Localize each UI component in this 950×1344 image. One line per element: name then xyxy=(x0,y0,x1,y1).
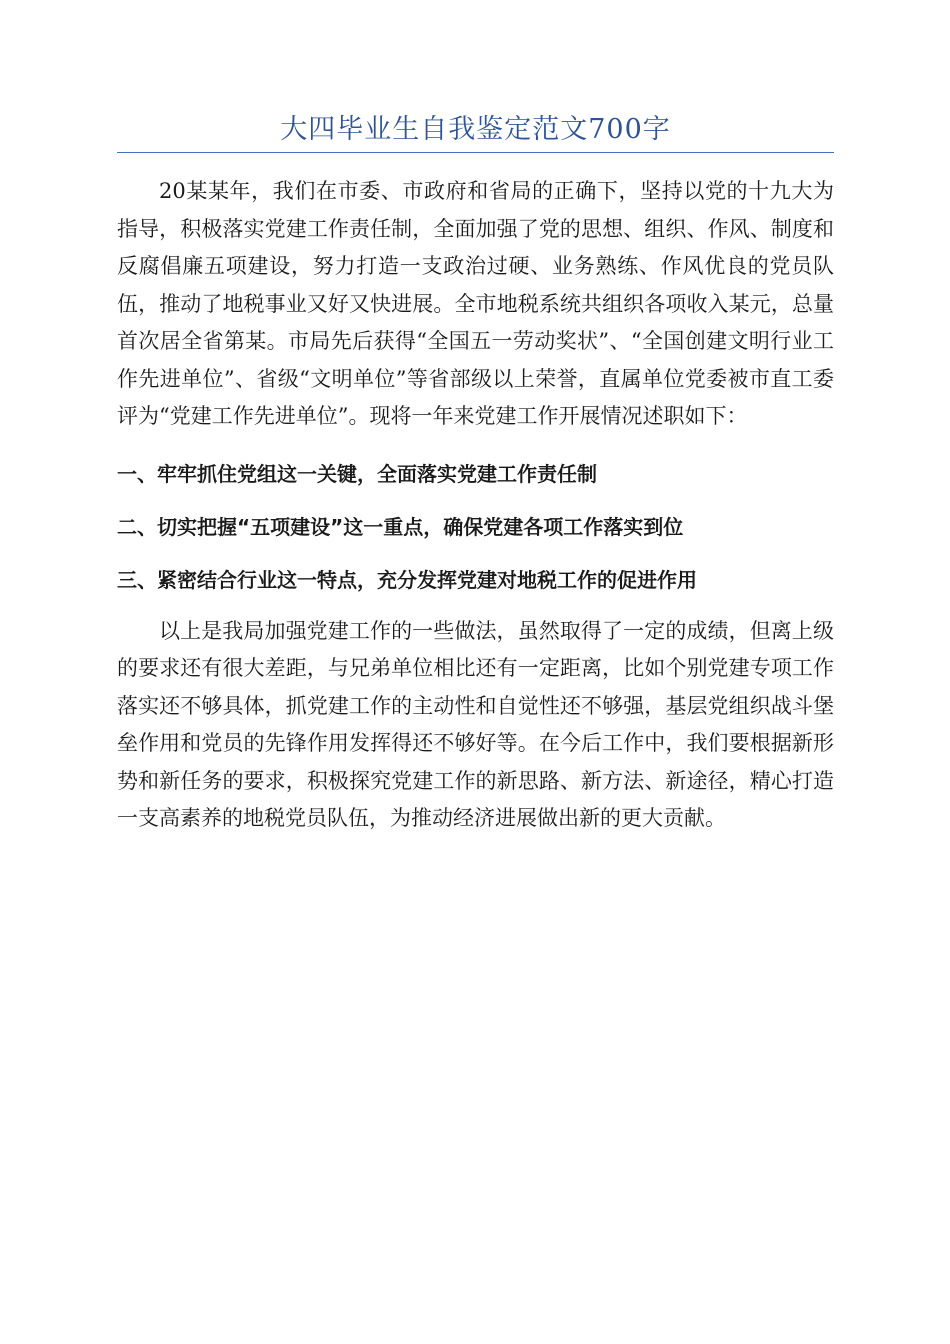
intro-paragraph: 20某某年，我们在市委、市政府和省局的正确下，坚持以党的十九大为指导，积极落实党建工作责任制，全面加强了党的思想、组织、作风、制度和反腐倡廉五项建设，努力打造一支政治过硬、业务熟练、作风优良的党员队伍，推动了地税事业又好又快进展。全市地税系统共组织各项收入某元，总量首次居全省第某。市局先后获得“全国五一劳动奖状”、“全国创建文明行业工作先进单位”、省级“文明单位”等省部级以上荣誉，直属单位党委被市直工委评为“党建工作先进单位”。现将一年来党建工作开展情况述职如下： xyxy=(117,179,834,428)
section-heading-3: 三、紧密结合行业这一特点，充分发挥党建对地税工作的促进作用 xyxy=(117,567,697,592)
section-heading-1: 一、牢牢抓住党组这一关键，全面落实党建工作责任制 xyxy=(117,461,597,486)
document-page xyxy=(117,110,834,838)
section-heading-2: 二、切实把握“五项建设”这一重点，确保党建各项工作落实到位 xyxy=(117,514,684,539)
closing-paragraph: 以上是我局加强党建工作的一些做法，虽然取得了一定的成绩，但离上级的要求还有很大差距，与兄弟单位相比还有一定距离，比如个别党建专项工作落实还不够具体，抓党建工作的主动性和自觉性还不够强，基层党组织战斗堡垒作用和党员的先锋作用发挥得还不够好等。在今后工作中，我们要根据新形势和新任务的要求，积极探究党建工作的新思路、新方法、新途径，精心打造一支高素养的地税党员队伍，为推动经济进展做出新的更大贡献。 xyxy=(117,618,834,830)
document-title: 大四毕业生自我鉴定范文700字 xyxy=(117,110,834,153)
